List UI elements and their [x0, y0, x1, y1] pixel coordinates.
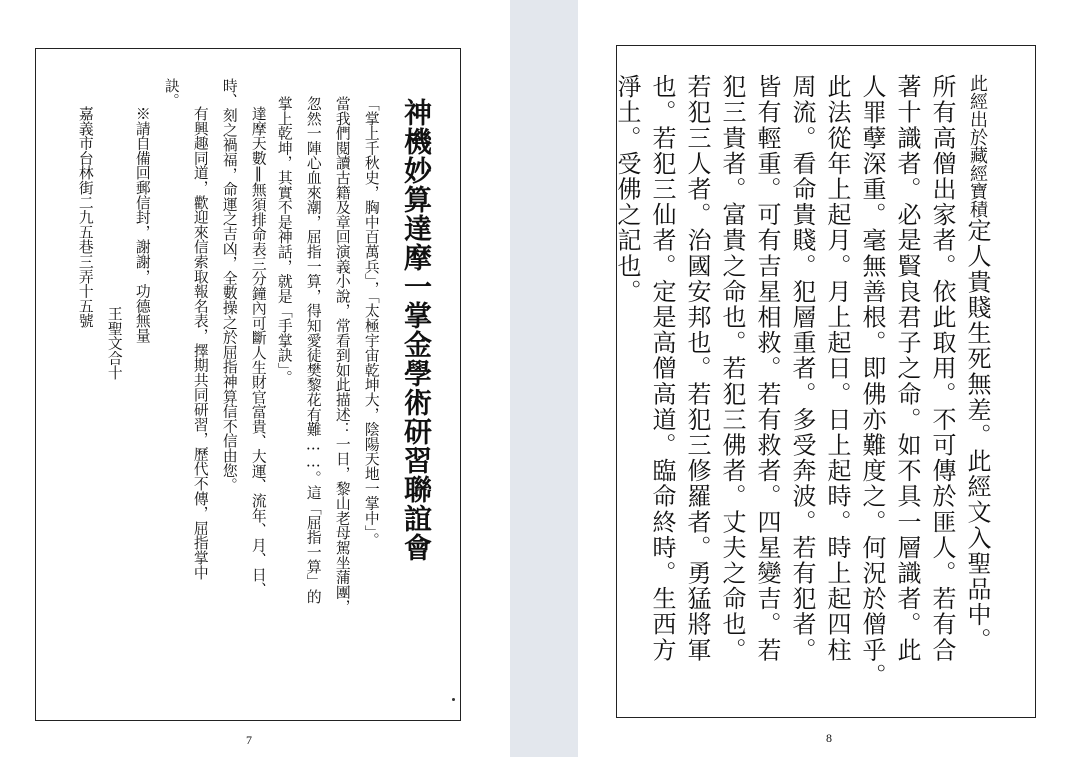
text-column: 此法從年上起月。月上起日。日上起時。時上起四柱	[823, 74, 851, 663]
page-gutter	[510, 0, 578, 757]
text-column: 掌上乾坤，其實不是神話，就是「手掌訣」。	[275, 96, 293, 385]
text-column: 時、刻之禍福，命運之吉凶，全數操之於屈指神算信不信由您。	[220, 78, 238, 493]
text-column	[965, 74, 989, 653]
text-column: 著十識者。必是賢良君子之命。如不具一層識者。此	[893, 74, 921, 663]
address-line: 嘉義市台林街二九五巷三弄十五號	[76, 106, 94, 328]
text-column-tail: 定人貴賤生死無差。此經文入聖品中。	[963, 218, 991, 654]
text-column-head: 此經出於藏經寶積	[967, 74, 988, 218]
text-column: 有興趣同道，歡迎來信索取報名表，擇期共同研習，歷代不傳，屈指掌中	[191, 106, 209, 580]
text-column: 達摩天數‖無須排命表三分鐘內可斷人生財官富貴、大運、流年、月、日、	[249, 106, 267, 597]
text-column: 犯三貴者。富貴之命也。若犯三佛者。丈夫之命也。	[718, 74, 746, 663]
document-page-left	[0, 0, 510, 757]
page-number: 7	[246, 733, 252, 747]
text-column: 周流。看命貴賤。犯層重者。多受奔波。若有犯者。	[788, 74, 816, 663]
text-column: 淨土。受佛之記也。	[613, 74, 641, 305]
text-column: 「掌上千秋史，胸中百萬兵」，「太極宇宙乾坤大，陰陽天地一掌中」。	[362, 96, 380, 548]
text-column: 若犯三人者。治國安邦也。若犯三修羅者。勇猛將軍	[683, 74, 711, 663]
document-page-right	[578, 0, 1079, 757]
page-title: 神機妙算達摩一掌金學術研習聯誼會	[400, 98, 433, 562]
text-column: 所有高僧出家者。依此取用。不可傳於匪人。若有合	[928, 74, 956, 663]
print-speck	[452, 698, 455, 701]
signature-line: 王聖文合十	[105, 306, 123, 380]
text-column: 皆有輕重。可有吉星相救。若有救者。四星變吉。若	[753, 74, 781, 663]
text-column: ※請自備回郵信封，謝謝，功德無量	[133, 106, 151, 343]
page-border	[35, 48, 461, 721]
text-column: 忽然一陣心血來潮，屈指一算，得知愛徒樊黎花有難……。這「屈指一算」的	[304, 96, 322, 604]
text-column: 人罪孽深重。毫無善根。即佛亦難度之。何況於僧乎。	[858, 74, 886, 689]
page-number: 8	[826, 731, 832, 745]
text-column: 當我們閱讀古籍及章回演義小說，常看到如此描述：一日，黎山老母駕坐蒲團，	[333, 96, 351, 614]
text-column: 也。若犯三仙者。定是高僧高道。臨命終時。生西方	[648, 74, 676, 663]
text-column: 訣。	[162, 78, 180, 108]
